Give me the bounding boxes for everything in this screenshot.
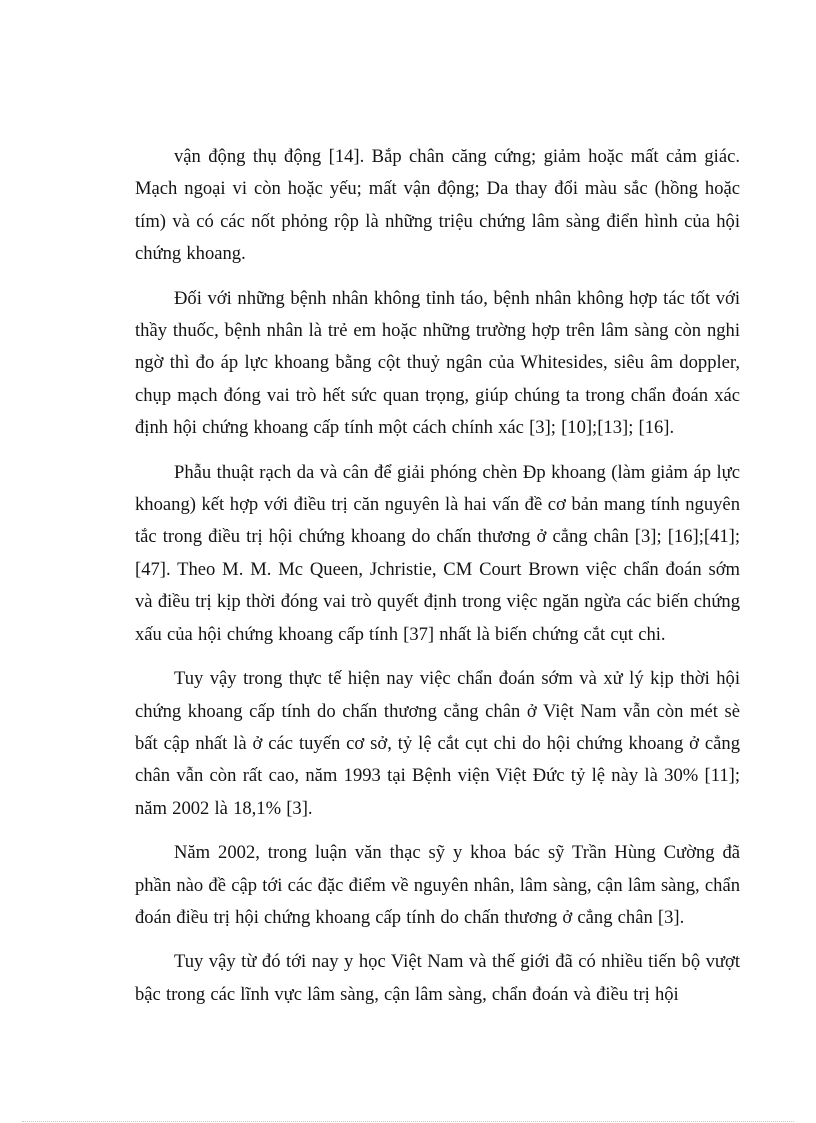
paragraph-5: Năm 2002, trong luận văn thạc sỹ y khoa bác sỹ Trần Hùng Cường đã phần nào đề cập tới các đặc điểm về nguyên nhân, lâm sàng, cận lâm sàng, chẩn đoán điều trị hội chứng khoang cấp tính do chấn thương ở cẳng chân [3]. bbox=[135, 842, 740, 928]
body-text bbox=[135, 141, 740, 1023]
paragraph-1: vận động thụ động [14]. Bắp chân căng cứng; giảm hoặc mất cảm giác. Mạch ngoại vi còn hoặc yếu; mất vận động; Da thay đổi màu sắc (hồng hoặc tím) và có các nốt phỏng rộp là những triệu chứng lâm sàng điển hình của hội chứng khoang. bbox=[135, 146, 740, 265]
paragraph-4: Tuy vậy trong thực tế hiện nay việc chẩn đoán sớm và xử lý kịp thời hội chứng khoang cấp tính do chấn thương cẳng chân ở Việt Nam vẫn còn mét sè bất cập nhất là ở các tuyến cơ sở, tỷ lệ cắt cụt chi do hội chứng khoang ở cẳng chân vẫn còn rất cao, năm 1993 tại Bệnh viện Việt Đức tỷ lệ này là 30% [11]; năm 2002 là 18,1% [3]. bbox=[135, 668, 740, 819]
paragraph-6: Tuy vậy từ đó tới nay y học Việt Nam và thế giới đã có nhiều tiến bộ vượt bậc trong các lĩnh vực lâm sàng, cận lâm sàng, chẩn đoán và điều trị hội bbox=[135, 951, 740, 1005]
page-bottom-divider bbox=[22, 1121, 794, 1122]
paragraph-3: Phẫu thuật rạch da và cân để giải phóng chèn Ðp khoang (làm giảm áp lực khoang) kết hợp với điều trị căn nguyên là hai vấn đề cơ bản mang tính nguyên tắc trong điều trị hội chứng khoang do chấn thương ở cẳng chân [3]; [16];[41]; [47]. Theo M. M. Mc Queen, Jchristie, CM Court Brown việc chẩn đoán sớm và điều trị kịp thời đóng vai trò quyết định trong việc ngăn ngừa các biến chứng xấu của hội chứng khoang cấp tính [37] nhất là biến chứng cắt cụt chi. bbox=[135, 461, 740, 645]
paragraph-2: Đối với những bệnh nhân không tỉnh táo, bệnh nhân không hợp tác tốt với thầy thuốc, bệnh nhân là trẻ em hoặc những trường hợp trên lâm sàng còn nghi ngờ thì đo áp lực khoang bằng cột thuỷ ngân của Whitesides, siêu âm doppler, chụp mạch đóng vai trò hết sức quan trọng, giúp chúng ta trong chẩn đoán xác định hội chứng khoang cấp tính một cách chính xác [3]; [10];[13]; [16]. bbox=[135, 287, 740, 439]
